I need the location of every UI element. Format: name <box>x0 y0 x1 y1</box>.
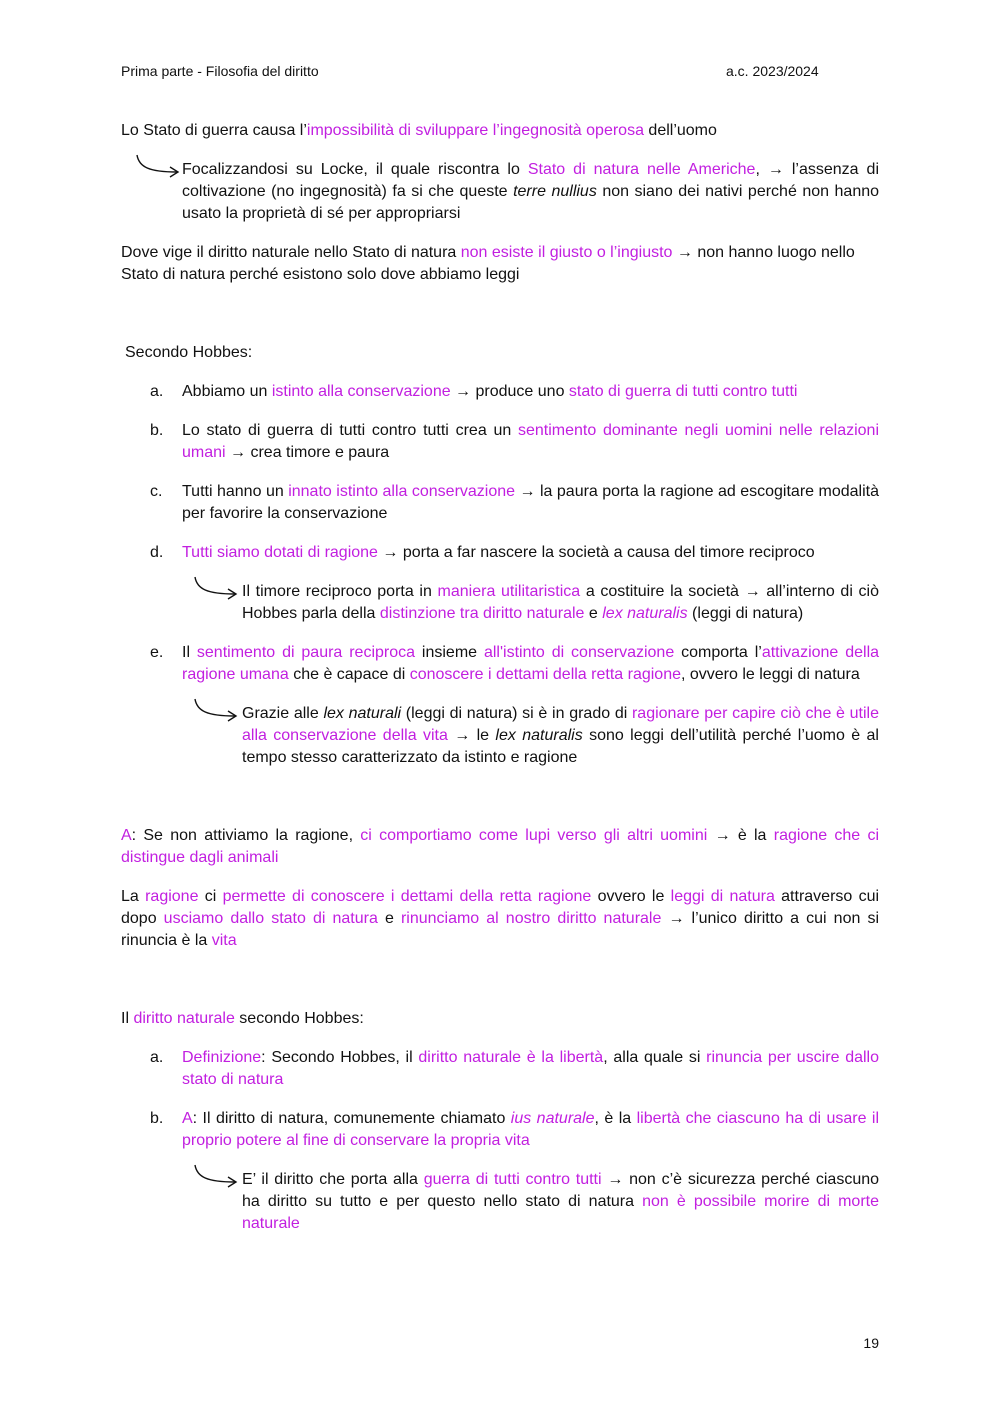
text: E’ il diritto che porta alla <box>242 1171 424 1188</box>
list-item-hobbes-d <box>121 542 879 564</box>
italic-highlight: lex naturalis <box>602 605 688 622</box>
highlight: diritto naturale <box>133 1010 235 1027</box>
page-number: 19 <box>863 1335 879 1351</box>
text: secondo Hobbes: <box>234 1010 364 1027</box>
list-item-diritto-a <box>121 1047 879 1091</box>
text: → non c’è sicurezza perché ciascuno ha diritto su tutto e per questo nello stato di natura <box>242 1171 880 1210</box>
text: , ovvero le leggi di natura <box>680 666 860 683</box>
curved-arrow-icon <box>193 1163 239 1193</box>
list-item-text <box>182 542 879 564</box>
highlight: guerra di tutti contro tutti <box>423 1171 602 1188</box>
list-item-text <box>182 381 879 403</box>
list-marker: e. <box>150 644 164 661</box>
highlight: impossibilità di sviluppare l’ingegnosità operosa <box>306 122 644 139</box>
highlight: distinzione tra diritto naturale <box>379 605 585 622</box>
text: ci <box>198 888 223 905</box>
highlight: rinuncia per uscire dallo stato di natura <box>182 1049 880 1088</box>
text: → è la <box>707 827 774 844</box>
text: → le <box>447 727 496 744</box>
note-locke-text <box>182 159 879 225</box>
highlight: istinto alla conservazione <box>271 383 451 400</box>
list-item-hobbes-a <box>121 381 879 403</box>
list-marker: d. <box>150 544 164 561</box>
heading-secondo-hobbes: Secondo Hobbes: <box>125 344 253 361</box>
highlight: non esiste il giusto o l’ingiusto <box>460 244 673 261</box>
highlight: all'istinto di conservazione <box>483 644 675 661</box>
text: : Secondo Hobbes, il <box>261 1049 419 1066</box>
highlight: usciamo dallo stato di natura <box>163 910 378 927</box>
list-marker: b. <box>150 422 164 439</box>
list-item-text <box>182 420 879 464</box>
text: → produce uno <box>450 383 569 400</box>
text: Lo stato di guerra di tutti contro tutti crea un <box>182 422 518 439</box>
highlight: Definizione <box>182 1049 262 1066</box>
text: → crea timore e paura <box>225 444 390 461</box>
text: e <box>377 910 401 927</box>
curved-arrow-icon <box>193 697 239 727</box>
list-item-hobbes-b <box>121 420 879 464</box>
text: → porta a far nascere la società a causa del timore reciproco <box>377 544 815 561</box>
heading-diritto-naturale <box>121 1008 879 1030</box>
highlight: ci comportiamo come lupi verso gli altri uomini <box>360 827 708 844</box>
header-academic-year: a.c. 2023/2024 <box>726 63 819 79</box>
text: ovvero le <box>591 888 671 905</box>
text: , è la <box>594 1110 637 1127</box>
text: Abbiamo un <box>182 383 272 400</box>
text: (leggi di natura) <box>687 605 804 622</box>
list-item-hobbes-c <box>121 481 879 525</box>
text: → non hanno luogo nello Stato di natura perché esistono solo dove abbiamo leggi <box>121 244 855 283</box>
text: Grazie alle <box>242 705 324 722</box>
highlight: ragione <box>145 888 199 905</box>
text: e <box>584 605 603 622</box>
highlight: diritto naturale è la libertà <box>418 1049 604 1066</box>
highlight: leggi di natura <box>670 888 775 905</box>
text: , alla quale si <box>603 1049 707 1066</box>
paragraph-ragione-leggi <box>121 886 879 952</box>
highlight: ragionare per capire ciò che è utile alla conservazione della vita <box>242 705 879 744</box>
text: dell’uomo <box>643 122 717 139</box>
text: Il timore reciproco porta in <box>242 583 438 600</box>
list-marker: a. <box>150 383 164 400</box>
document-body <box>121 120 879 1235</box>
text: : Se non attiviamo la ragione, <box>131 827 361 844</box>
list-marker: c. <box>150 483 163 500</box>
note-text <box>242 703 879 769</box>
highlight: ragione che ci distingue dagli animali <box>121 827 879 866</box>
text: Dove vige il diritto naturale nello Stato di natura <box>121 244 461 261</box>
italic-term: terre nullius <box>513 183 597 200</box>
text: insieme <box>415 644 484 661</box>
highlight: A <box>182 1110 193 1127</box>
text: a costituire la società → all’interno di ciò Hobbes parla della <box>242 583 879 622</box>
text: , → l’assenza di coltivazione (no ingegnosità) fa si che queste <box>182 161 880 200</box>
text: → l’unico diritto a cui non si rinuncia è la <box>121 910 880 949</box>
text: Focalizzandosi su Locke, il quale riscontra lo <box>182 161 528 178</box>
note-text <box>242 581 879 625</box>
highlight: permette di conoscere i dettami della retta ragione <box>222 888 592 905</box>
text: che è capace di <box>288 666 410 683</box>
highlight: rinunciamo al nostro diritto naturale <box>400 910 662 927</box>
list-item-diritto-b <box>121 1108 879 1152</box>
note-timore-reciproco <box>121 581 879 625</box>
italic-highlight: ius naturale <box>510 1110 595 1127</box>
list-marker: a. <box>150 1049 164 1066</box>
highlight: A <box>121 827 132 844</box>
text: comporta l’ <box>674 644 762 661</box>
page-header <box>121 60 879 82</box>
text: : Il diritto di natura, comunemente chiamato <box>192 1110 511 1127</box>
italic-term: lex naturalis <box>495 727 583 744</box>
note-lex-naturali <box>121 703 879 769</box>
list-item-hobbes-e <box>121 642 879 686</box>
highlight: Tutti siamo dotati di ragione <box>182 544 378 561</box>
list-item-text <box>182 1108 879 1152</box>
highlight: innato istinto alla conservazione <box>288 483 516 500</box>
highlight: stato di guerra di tutti contro tutti <box>568 383 798 400</box>
list-item-text <box>182 1047 879 1091</box>
text: sono leggi dell’utilità perché l’uomo è al tempo stesso caratterizzato da istinto e ragione <box>242 727 879 766</box>
list-item-text <box>182 481 879 525</box>
paragraph-a-ragione <box>121 825 879 869</box>
text: → la paura porta la ragione ad escogitare modalità per favorire la conservazione <box>182 483 879 522</box>
note-locke <box>121 159 879 225</box>
highlight: sentimento dominante negli uomini nelle relazioni umani <box>182 422 880 461</box>
paragraph-stato-di-guerra <box>121 120 879 142</box>
highlight: sentimento di paura reciproca <box>196 644 416 661</box>
text: non siano dei nativi perché non hanno usato la proprietà di sé per appropriarsi <box>182 183 880 222</box>
list-item-text <box>182 642 879 686</box>
highlight: libertà che ciascuno ha di usare il proprio potere al fine di conservare la propria vita <box>182 1110 880 1149</box>
text: Tutti hanno un <box>182 483 289 500</box>
paragraph-diritto-naturale <box>121 242 879 286</box>
note-text <box>242 1169 879 1235</box>
text: Lo Stato di guerra causa l’ <box>121 122 307 139</box>
highlight: conoscere i dettami della retta ragione <box>409 666 681 683</box>
text: Il <box>182 644 197 661</box>
highlight: attivazione della ragione umana <box>182 644 880 683</box>
note-guerra-tutti <box>121 1169 879 1235</box>
curved-arrow-icon <box>135 153 181 183</box>
highlight: maniera utilitaristica <box>437 583 581 600</box>
header-course-title: Prima parte - Filosofia del diritto <box>121 63 319 79</box>
text: Il <box>121 1010 134 1027</box>
text: attraverso cui dopo <box>121 888 880 927</box>
highlight: Stato di natura nelle Americhe <box>527 161 756 178</box>
highlight: non è possibile morire di morte naturale <box>242 1193 879 1232</box>
italic-term: lex naturali <box>323 705 402 722</box>
curved-arrow-icon <box>193 575 239 605</box>
list-marker: b. <box>150 1110 164 1127</box>
text: (leggi di natura) si è in grado di <box>401 705 632 722</box>
text: La <box>121 888 146 905</box>
highlight: vita <box>211 932 237 949</box>
